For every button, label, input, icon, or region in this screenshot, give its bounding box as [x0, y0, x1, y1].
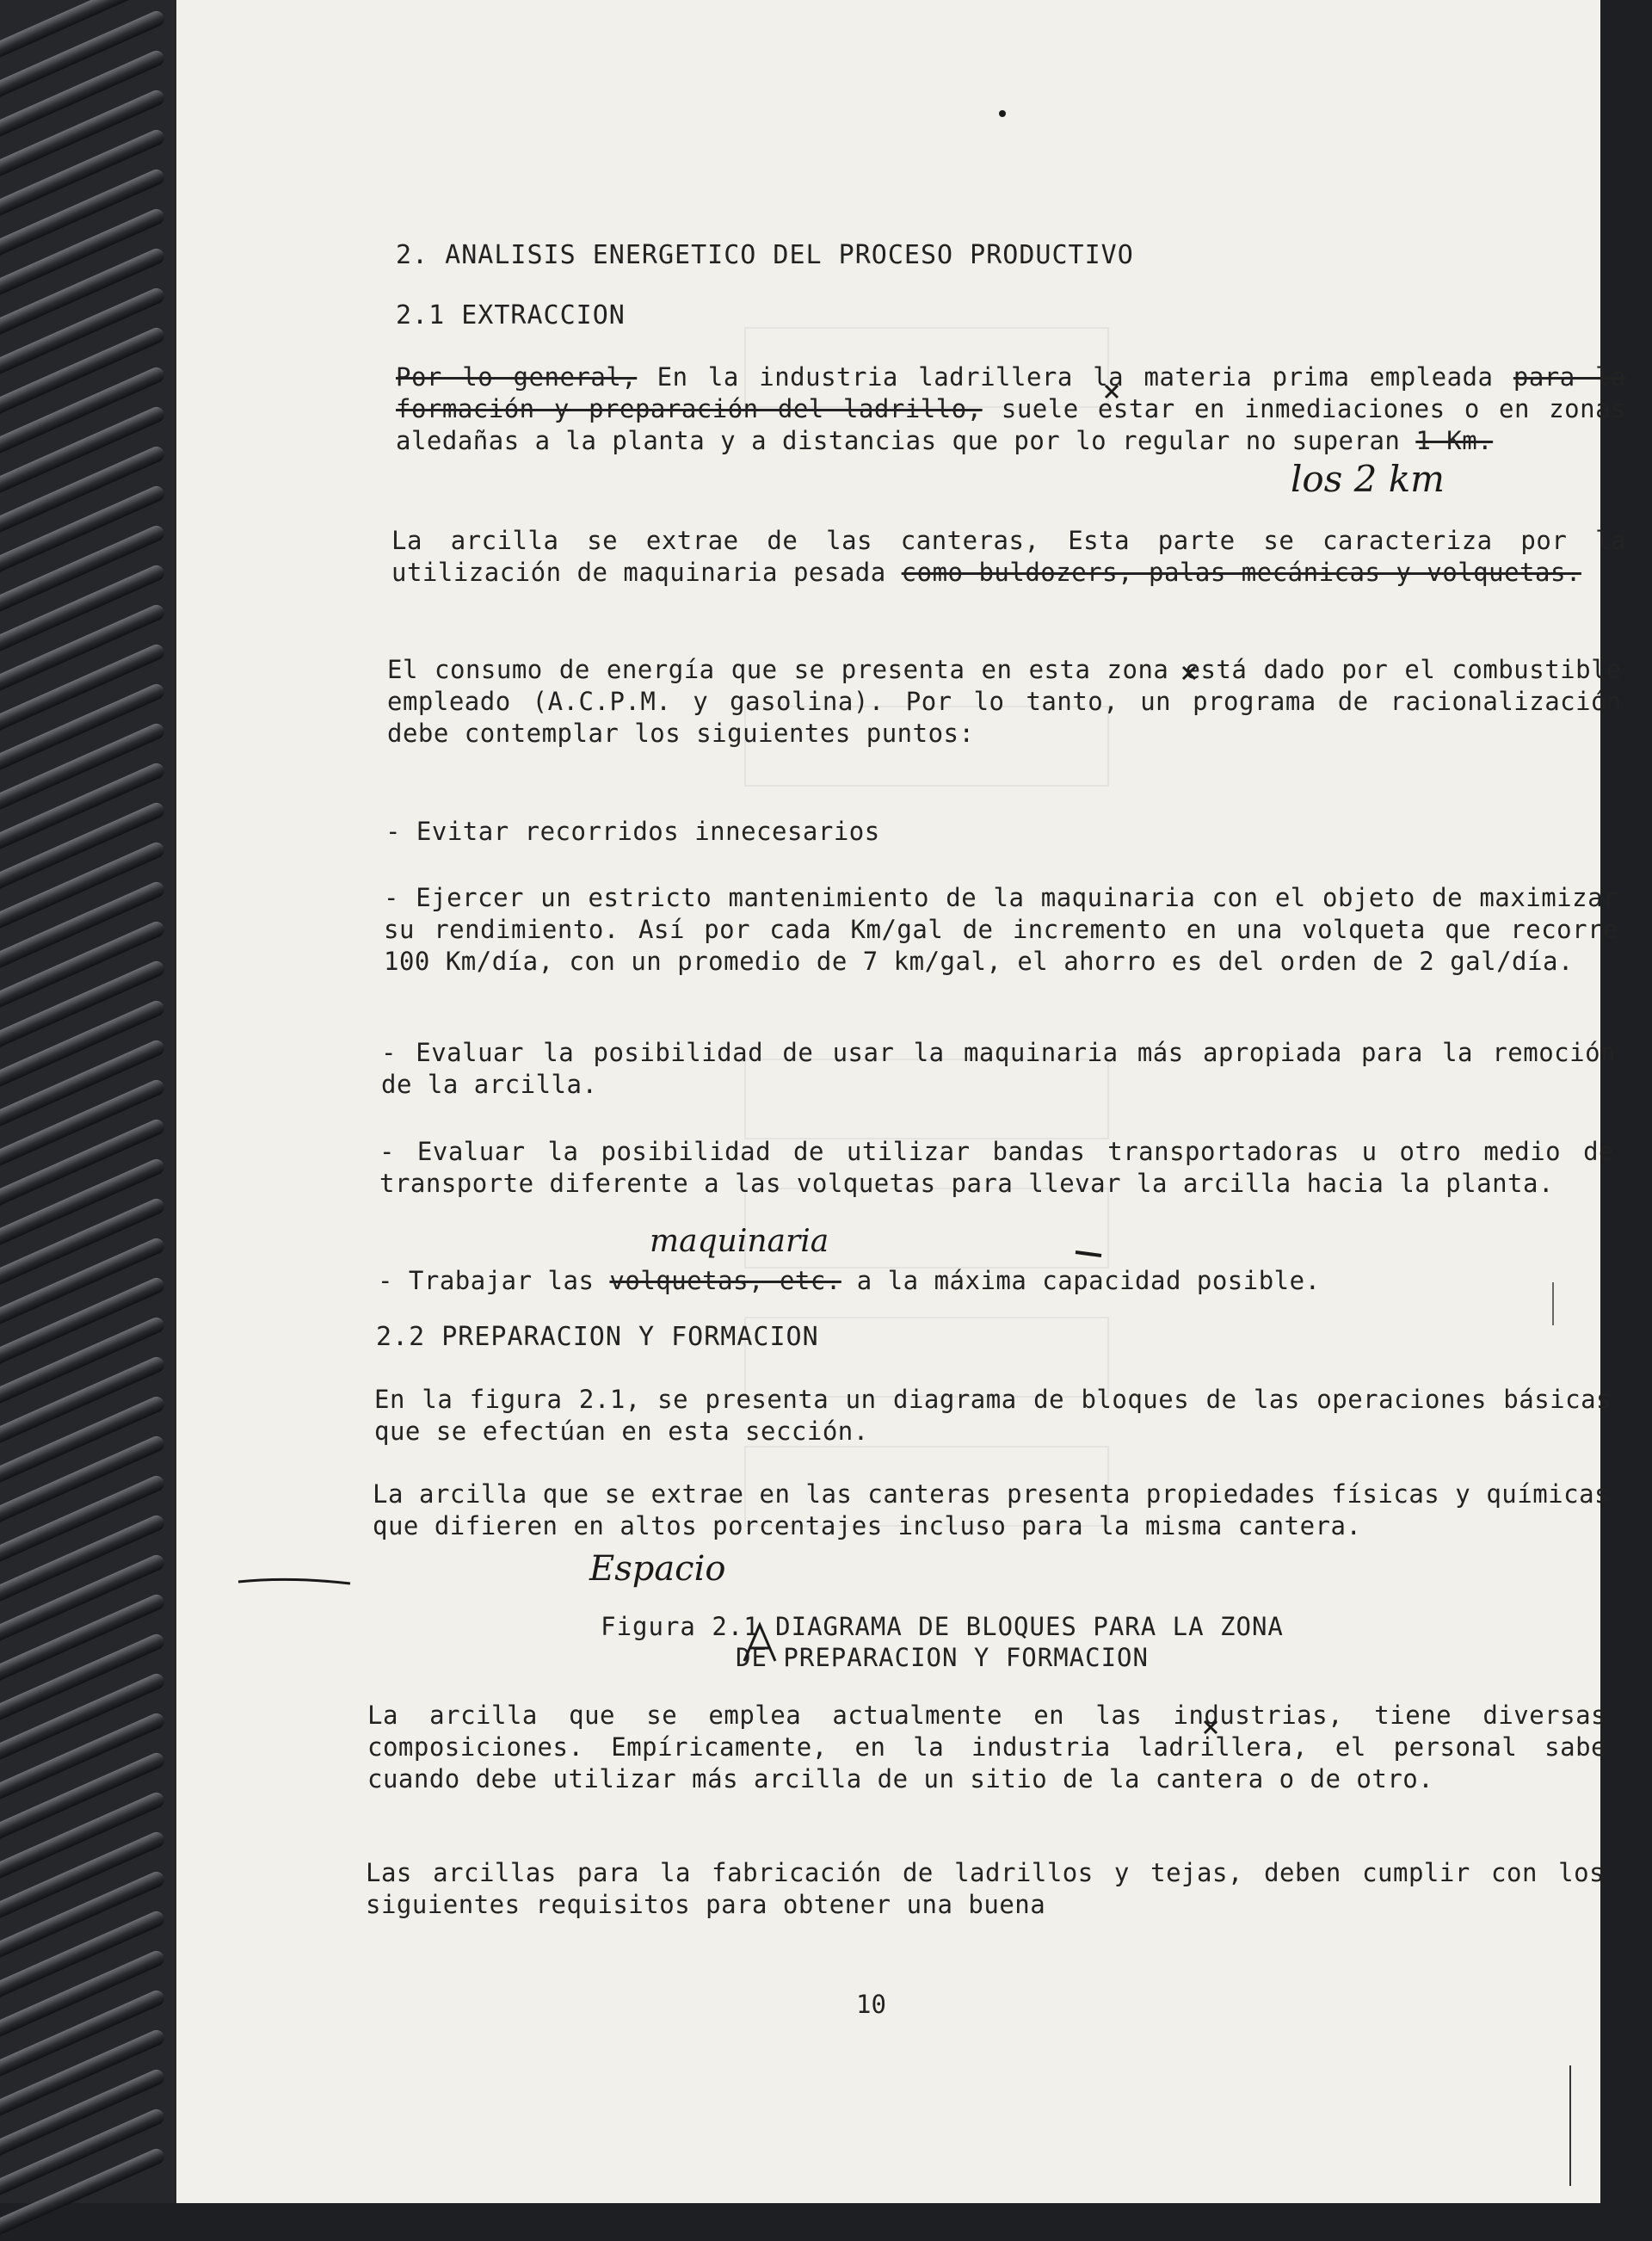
struck-text: para la formación y preparación del ladrillo, [396, 362, 1626, 423]
struck-text: volquetas, etc. [609, 1266, 841, 1295]
handwritten-annotation: maquinaria [650, 1224, 829, 1259]
paragraph-preparacion-3: La arcilla que se emplea actualmente en las industrias, tiene diversas composiciones. Empíricamente, en la industria ladrillera, el personal sabe cuando debe utilizar más arcilla de un sitio de la cantera o de otro. [367, 1701, 1606, 1793]
paragraph-text: En la industria ladrillera [637, 362, 1073, 392]
bullet-item: - Evaluar la posibilidad de usar la maquinaria más apropiada para la remoción de la arcilla. [381, 1038, 1616, 1099]
paragraph-text: a la máxima capacidad posible. [841, 1266, 1321, 1295]
struck-text: Por lo general, [396, 362, 638, 392]
paragraph-text: - Trabajar las [378, 1266, 610, 1295]
paragraph-text: La arcilla se extrae de las canteras, Esta parte se caracteriza por la utilización de maquinaria pesada [391, 526, 1626, 587]
subsection-heading-preparacion: 2.2 PREPARACION Y FORMACION [376, 1322, 819, 1352]
page-number: 10 [856, 1990, 886, 2019]
paragraph-text: suele estar en inmediaciones o en zonas aledañas a la planta y a distancias que por lo regular no superan [396, 394, 1626, 455]
bullet-item: - Evitar recorridos innecesarios [385, 817, 880, 846]
bullet-item: - Ejercer un estricto mantenimiento de la maquinaria con el objeto de maximizar su rendimiento. Así por cada Km/gal de incremento en una volqueta que recorre 100 Km/día, con un promedio de 7 km/gal, el ahorro es del orden de 2 gal/día. [384, 883, 1618, 976]
figure-caption: DE PREPARACION Y FORMACION [736, 1643, 1149, 1672]
section-heading: 2. ANALISIS ENERGETICO DEL PROCESO PRODUCTIVO [396, 240, 1134, 270]
bullet-item: - Evaluar la posibilidad de utilizar bandas transportadoras u otro medio de transporte diferente a las volquetas para llevar la arcilla hacia la planta. [379, 1137, 1614, 1198]
subsection-heading-extraccion: 2.1 EXTRACCION [396, 300, 626, 330]
struck-text: como buldozers, palas mecánicas y volquetas. [901, 558, 1581, 587]
spiral-binding [0, 0, 176, 2203]
paragraph-preparacion-4: Las arcillas para la fabricación de ladrillos y tejas, deben cumplir con los siguientes requisitos para obtener una buena [366, 1858, 1605, 1919]
paragraph-preparacion-2: La arcilla que se extrae en las canteras presenta propiedades físicas y químicas que difieren en altos porcentajes incluso para la misma cantera. [373, 1479, 1610, 1540]
pen-marks [142, 0, 1600, 2203]
paragraph-preparacion-1: En la figura 2.1, se presenta un diagrama de bloques de las operaciones básicas que se efectúan en esta sección. [374, 1385, 1612, 1446]
figure-caption: Figura 2.1 DIAGRAMA DE BLOQUES PARA LA ZONA [601, 1612, 1284, 1641]
handwritten-annotation: los 2 km [1291, 458, 1445, 500]
paragraph-text: la materia prima empleada [1072, 362, 1513, 392]
handwritten-annotation: Espacio [589, 1549, 726, 1589]
document-page [142, 0, 1626, 2203]
struck-text: 1 Km. [1415, 426, 1494, 455]
binding-coil [0, 2146, 167, 2241]
paragraph-extraccion-3: El consumo de energía que se presenta en esta zona está dado por el combustible empleado (A.C.P.M. y gasolina). Por lo tanto, un programa de racionalización debe contemplar los siguientes puntos: [387, 655, 1622, 748]
